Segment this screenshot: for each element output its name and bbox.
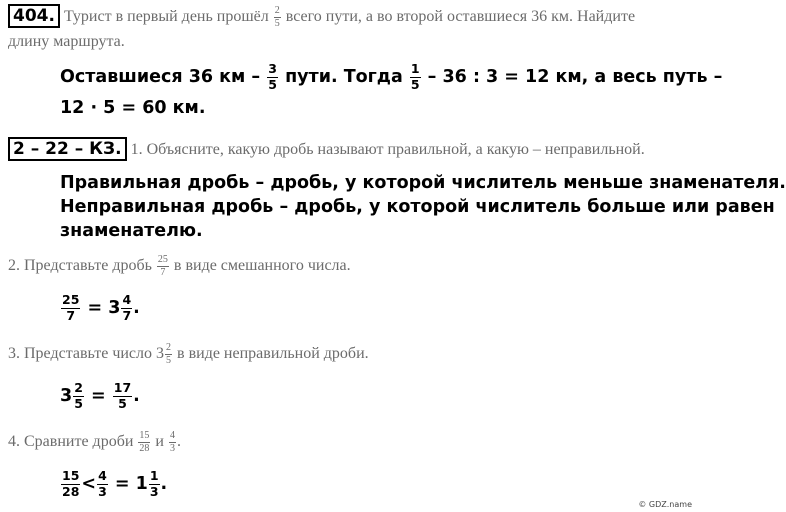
kz-answer-4: $\frac{15}{28}$ < $\frac{4}{3}$ = 1 $\frac{1}{3}$ . xyxy=(62,468,168,499)
task-404-question-line1 xyxy=(8,4,635,29)
kz-label: 2 – 22 – КЗ. xyxy=(8,137,127,161)
kz-answer-1-line1: Правильная дробь – дробь, у которой числитель меньше знаменателя. xyxy=(60,173,786,193)
task-404-answer-line1: Оставшиеся 36 км – $\frac{3}{5}$ пути. Тогда $\frac{1}{5}$ – 36 : 3 = 12 км, а весь путь – xyxy=(60,61,723,92)
fraction-one-fifth: $\frac{1}{5}$ xyxy=(410,61,420,92)
fraction-4-3: $\frac{4}{3}$ xyxy=(169,430,175,454)
kz-answer-1-line3: знаменателю. xyxy=(60,221,203,241)
kz-question-1: 2 – 22 – КЗ. 1. Объясните, какую дробь называют правильной, а какую – неправильной. xyxy=(8,137,645,161)
fraction-15-28: $\frac{15}{28}$ xyxy=(139,430,150,454)
mixed-fraction-4-7: $\frac{4}{7}$ xyxy=(122,292,132,323)
fraction-two-fifths: $\frac{2}{5}$ xyxy=(274,4,280,29)
mixed-fraction-2-5: $\frac{2}{5}$ xyxy=(74,380,83,411)
fraction-2-5: $\frac{2}{5}$ xyxy=(166,342,172,366)
fraction-three-fifths: $\frac{3}{5}$ xyxy=(268,61,277,92)
task-404-question-text: Турист в первый день прошёл $\frac{2}{5}$ всего пути, а во второй оставшиеся 36 км. Найдите xyxy=(63,4,636,29)
fraction-15-28-answer: $\frac{15}{28}$ xyxy=(62,468,80,499)
kz-question-3: 3. Представьте число 3 $\frac{2}{5}$ в виде неправильной дроби. xyxy=(8,342,369,366)
kz-answer-1-line2: Неправильная дробь – дробь, у которой числитель больше или равен xyxy=(60,197,775,217)
fraction-25-7: $\frac{25}{7}$ xyxy=(157,254,168,278)
fraction-17-5: $\frac{17}{5}$ xyxy=(113,380,132,411)
watermark: © GDZ.name xyxy=(638,500,692,509)
mixed-fraction-1-3: $\frac{1}{3}$ xyxy=(149,468,159,499)
kz-answer-2: $\frac{25}{7}$ = 3 $\frac{4}{7}$ . xyxy=(62,292,140,323)
kz-question-4: 4. Сравните дроби $\frac{15}{28}$ и $\frac{4}{3}$ . xyxy=(8,430,181,454)
task-404-question-line2: длину маршрута. xyxy=(8,33,125,50)
kz-question-2: 2. Представьте дробь $\frac{25}{7}$ в виде смешанного числа. xyxy=(8,254,351,278)
fraction-25-7-answer: $\frac{25}{7}$ xyxy=(62,292,80,323)
kz-answer-3: 3 $\frac{2}{5}$ = $\frac{17}{5}$ . xyxy=(60,380,140,411)
task-404-answer-line2: 12 · 5 = 60 км. xyxy=(60,98,206,118)
task-404-number: 404. xyxy=(8,4,60,28)
fraction-4-3-answer: $\frac{4}{3}$ xyxy=(98,468,107,499)
